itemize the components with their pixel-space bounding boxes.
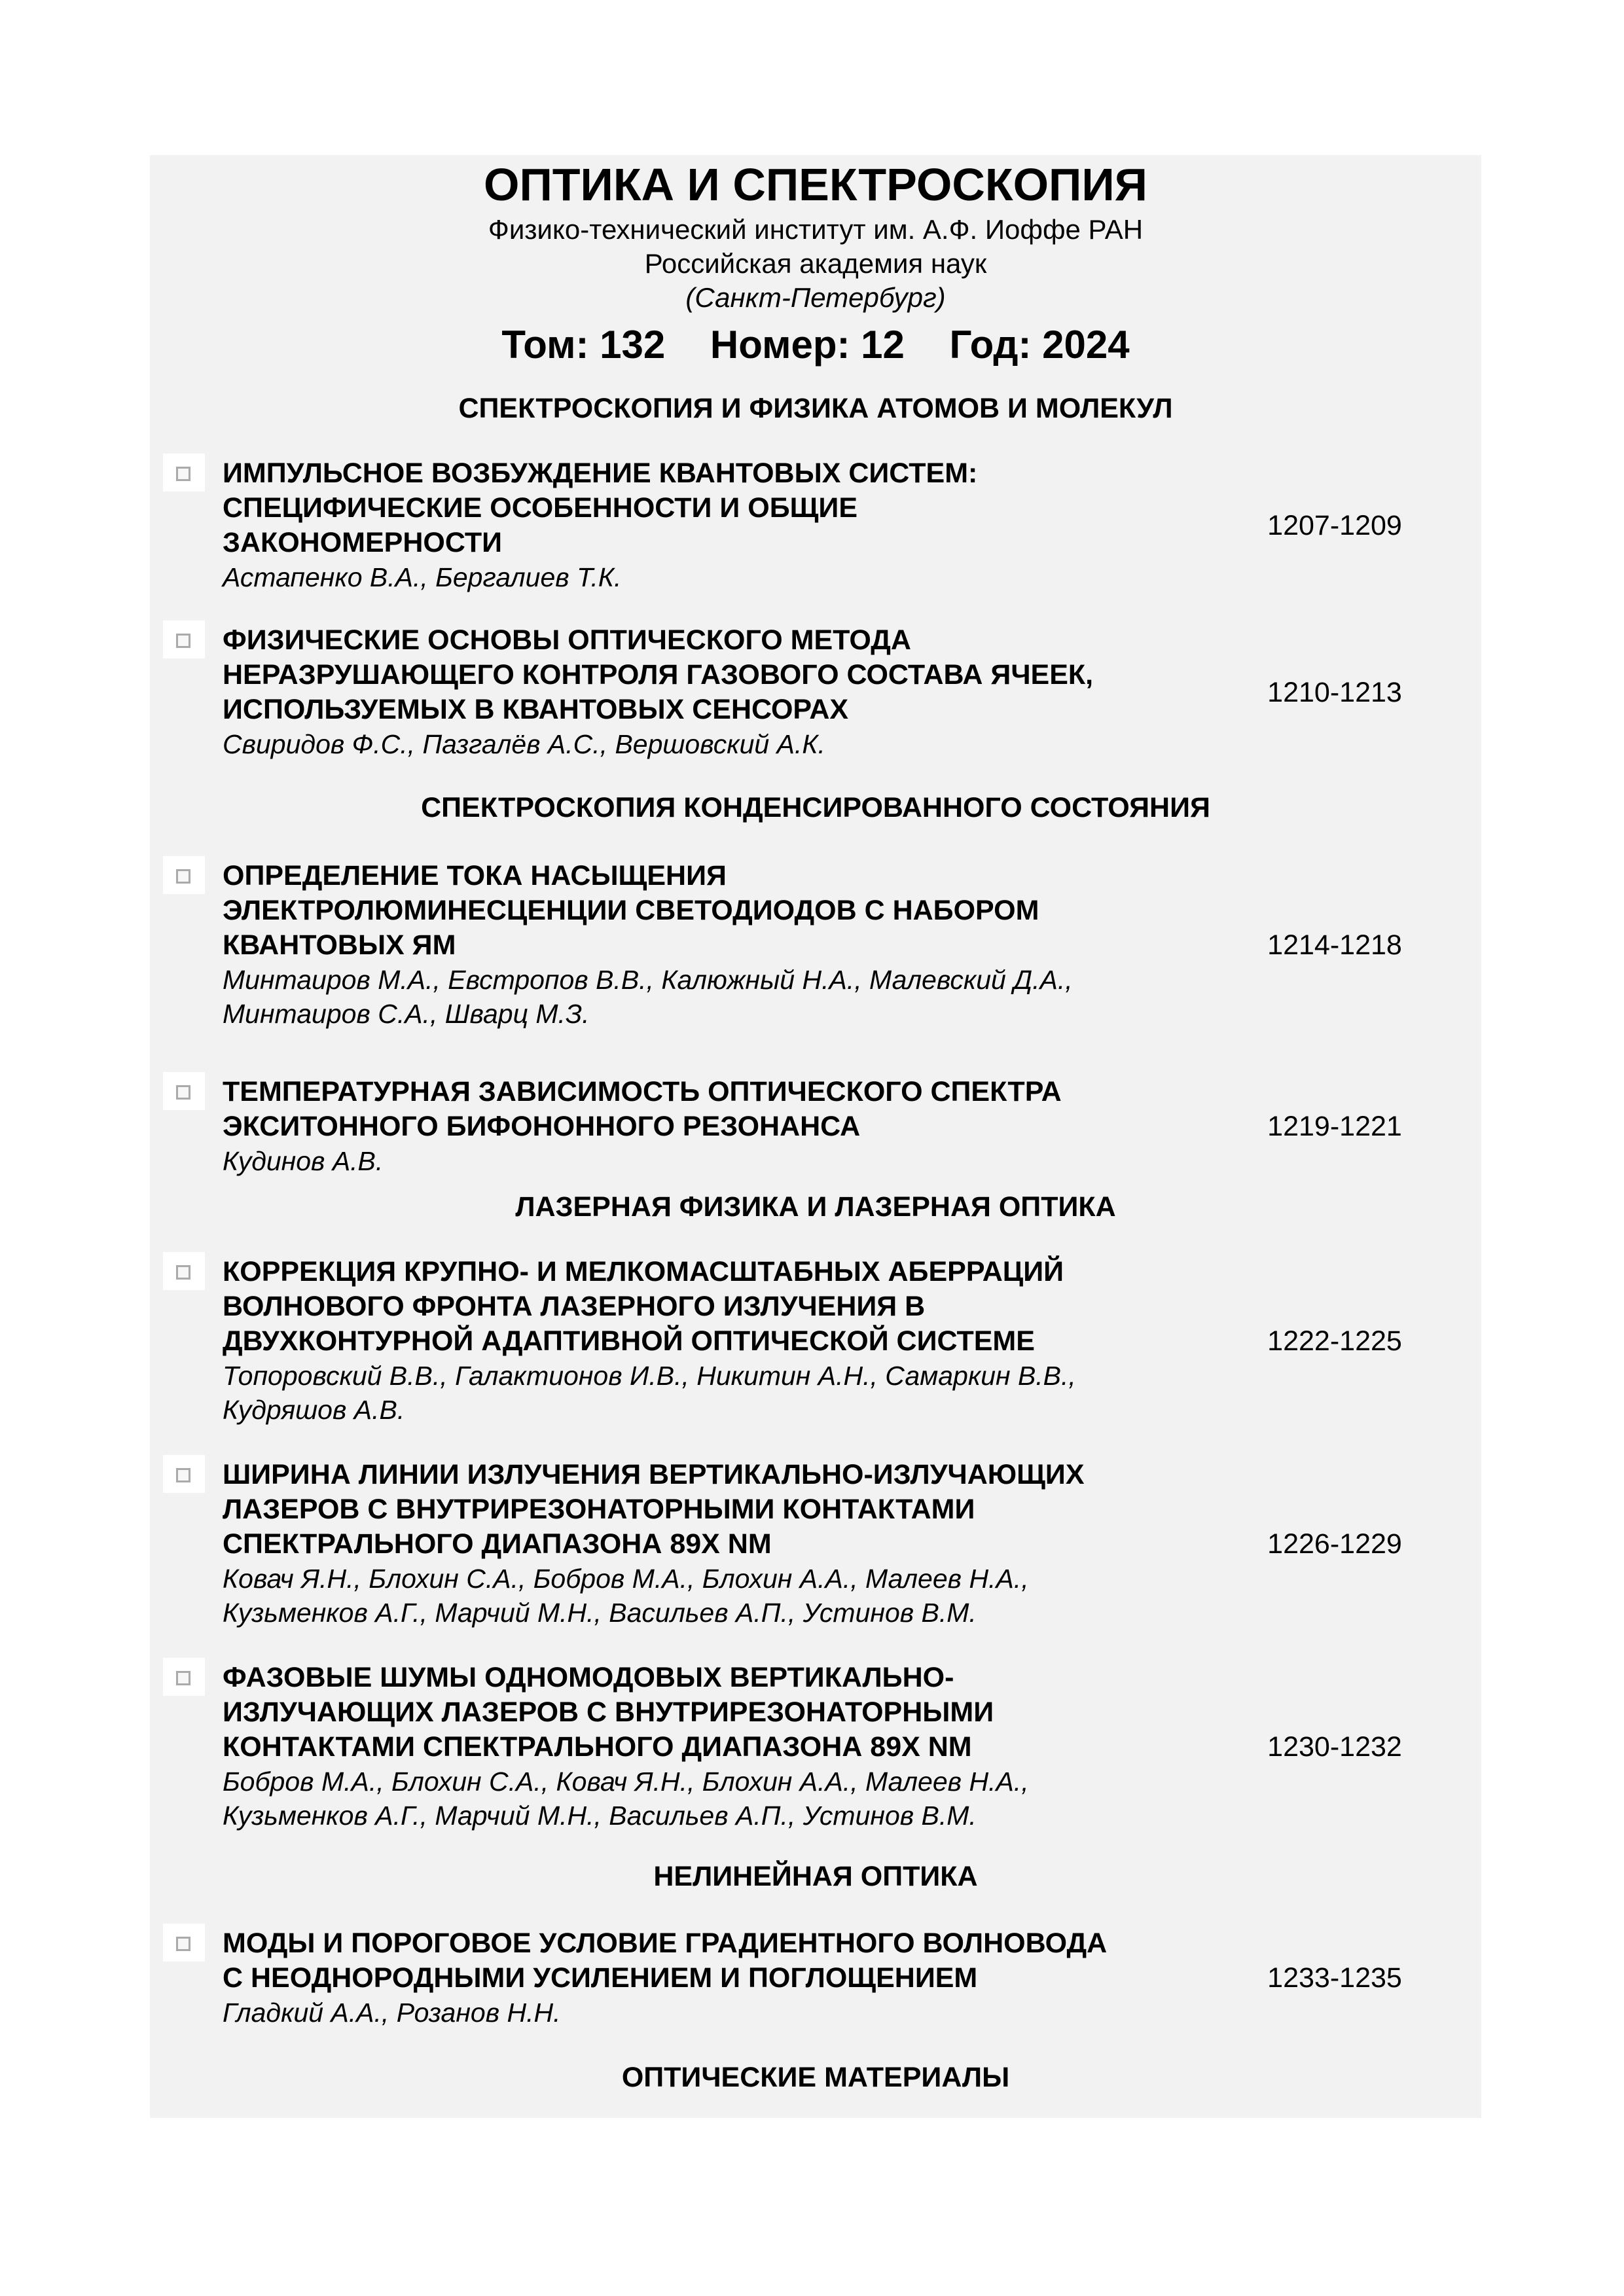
article-authors: Гладкий А.А., Розанов Н.Н.	[223, 1998, 561, 2028]
article-authors: Кудряшов А.В.	[223, 1395, 405, 1425]
article-authors: Топоровский В.В., Галактионов И.В., Никитин А.Н., Самаркин В.В.,	[223, 1361, 1076, 1391]
article-title-line[interactable]: ИСПОЛЬЗУЕМЫХ В КВАНТОВЫХ СЕНСОРАХ	[223, 694, 849, 725]
select-checkbox[interactable]	[163, 1072, 205, 1110]
select-checkbox[interactable]	[163, 856, 205, 894]
select-checkbox[interactable]	[163, 1658, 205, 1696]
article-authors: Кудинов А.В.	[223, 1146, 384, 1176]
article-title-line[interactable]: НЕРАЗРУШАЮЩЕГО КОНТРОЛЯ ГАЗОВОГО СОСТАВА ЯЧЕЕК,	[223, 659, 1094, 691]
academy-name: Российская академия наук	[644, 248, 987, 279]
article-pages: 1219-1221	[1267, 1111, 1402, 1142]
article-title-line[interactable]: С НЕОДНОРОДНЫМИ УСИЛЕНИЕМ И ПОГЛОЩЕНИЕМ	[223, 1962, 978, 1994]
article-title-line[interactable]: СПЕЦИФИЧЕСКИЕ ОСОБЕННОСТИ И ОБЩИЕ	[223, 492, 858, 524]
year-label: Год: 2024	[949, 323, 1130, 367]
issue-info	[150, 322, 1481, 368]
article-authors: Кузьменков А.Г., Марчий М.Н., Васильев А.П., Устинов В.М.	[223, 1801, 977, 1831]
section-heading: СПЕКТРОСКОПИЯ И ФИЗИКА АТОМОВ И МОЛЕКУЛ	[458, 393, 1173, 424]
article-title-line[interactable]: СПЕКТРАЛЬНОГО ДИАПАЗОНА 89X NM	[223, 1528, 772, 1560]
article-pages: 1207-1209	[1267, 510, 1402, 541]
article-title-line[interactable]: ФИЗИЧЕСКИЕ ОСНОВЫ ОПТИЧЕСКОГО МЕТОДА	[223, 624, 911, 656]
article-title-line[interactable]: ИЗЛУЧАЮЩИХ ЛАЗЕРОВ С ВНУТРИРЕЗОНАТОРНЫМИ	[223, 1696, 994, 1728]
checkbox-icon	[176, 1937, 190, 1951]
number-label: Номер: 12	[710, 323, 905, 367]
article-title-line[interactable]: ЗАКОНОМЕРНОСТИ	[223, 527, 503, 558]
section-heading: СПЕКТРОСКОПИЯ КОНДЕНСИРОВАННОГО СОСТОЯНИЯ	[421, 792, 1210, 823]
journal-title: ОПТИКА И СПЕКТРОСКОПИЯ	[484, 159, 1147, 210]
article-title-line[interactable]: ТЕМПЕРАТУРНАЯ ЗАВИСИМОСТЬ ОПТИЧЕСКОГО СПЕКТРА	[223, 1076, 1062, 1107]
article-title-line[interactable]: ЭКСИТОННОГО БИФОНОННОГО РЕЗОНАНСА	[223, 1111, 861, 1142]
checkbox-icon	[176, 1671, 190, 1685]
section-heading: НЕЛИНЕЙНАЯ ОПТИКА	[653, 1861, 978, 1892]
article-authors: Бобров М.А., Блохин С.А., Ковач Я.Н., Блохин А.А., Малеев Н.А.,	[223, 1767, 1029, 1797]
article-pages: 1222-1225	[1267, 1325, 1402, 1357]
select-checkbox[interactable]	[163, 1252, 205, 1290]
article-title-line[interactable]: ИМПУЛЬСНОЕ ВОЗБУЖДЕНИЕ КВАНТОВЫХ СИСТЕМ:	[223, 457, 978, 489]
checkbox-icon	[176, 1468, 190, 1482]
select-checkbox[interactable]	[163, 454, 205, 492]
checkbox-icon	[176, 634, 190, 648]
article-pages: 1233-1235	[1267, 1962, 1402, 1994]
checkbox-icon	[176, 1085, 190, 1100]
section-heading: ЛАЗЕРНАЯ ФИЗИКА И ЛАЗЕРНАЯ ОПТИКА	[515, 1191, 1116, 1223]
article-authors: Минтаиров М.А., Евстропов В.В., Калюжный Н.А., Малевский Д.А.,	[223, 965, 1073, 995]
article-authors: Минтаиров С.А., Шварц М.З.	[223, 999, 590, 1029]
article-title-line[interactable]: ОПРЕДЕЛЕНИЕ ТОКА НАСЫЩЕНИЯ	[223, 860, 727, 891]
article-title-line[interactable]: ЭЛЕКТРОЛЮМИНЕСЦЕНЦИИ СВЕТОДИОДОВ С НАБОРОМ	[223, 895, 1039, 926]
article-pages: 1226-1229	[1267, 1528, 1402, 1560]
article-pages: 1214-1218	[1267, 929, 1402, 961]
city-name: (Санкт-Петербург)	[685, 282, 946, 313]
checkbox-icon	[176, 1265, 190, 1280]
article-title-line[interactable]: ЛАЗЕРОВ С ВНУТРИРЕЗОНАТОРНЫМИ КОНТАКТАМИ	[223, 1494, 975, 1525]
article-pages: 1230-1232	[1267, 1731, 1402, 1763]
select-checkbox[interactable]	[163, 1924, 205, 1962]
volume-label: Том: 132	[501, 323, 666, 367]
article-title-line[interactable]: КОНТАКТАМИ СПЕКТРАЛЬНОГО ДИАПАЗОНА 89X NM	[223, 1731, 972, 1763]
article-title-line[interactable]: КВАНТОВЫХ ЯМ	[223, 929, 456, 961]
checkbox-icon	[176, 467, 190, 481]
article-title-line[interactable]: КОРРЕКЦИЯ КРУПНО- И МЕЛКОМАСШТАБНЫХ АБЕРРАЦИЙ	[223, 1256, 1064, 1287]
article-authors: Ковач Я.Н., Блохин С.А., Бобров М.А., Блохин А.А., Малеев Н.А.,	[223, 1564, 1029, 1594]
select-checkbox[interactable]	[163, 620, 205, 658]
article-title-line[interactable]: МОДЫ И ПОРОГОВОЕ УСЛОВИЕ ГРАДИЕНТНОГО ВОЛНОВОДА	[223, 1928, 1108, 1959]
article-authors: Свиридов Ф.С., Пазгалёв А.С., Вершовский А.К.	[223, 729, 825, 759]
article-title-line[interactable]: ФАЗОВЫЕ ШУМЫ ОДНОМОДОВЫХ ВЕРТИКАЛЬНО-	[223, 1662, 954, 1693]
article-title-line[interactable]: ДВУХКОНТУРНОЙ АДАПТИВНОЙ ОПТИЧЕСКОЙ СИСТЕМЕ	[223, 1325, 1035, 1357]
article-title-line[interactable]: ШИРИНА ЛИНИИ ИЗЛУЧЕНИЯ ВЕРТИКАЛЬНО-ИЗЛУЧАЮЩИХ	[223, 1459, 1085, 1490]
article-authors: Кузьменков А.Г., Марчий М.Н., Васильев А.П., Устинов В.М.	[223, 1598, 977, 1628]
select-checkbox[interactable]	[163, 1455, 205, 1493]
article-title-line[interactable]: ВОЛНОВОГО ФРОНТА ЛАЗЕРНОГО ИЗЛУЧЕНИЯ В	[223, 1291, 926, 1322]
institute-name: Физико-технический институт им. А.Ф. Иоффе РАН	[488, 214, 1144, 245]
checkbox-icon	[176, 869, 190, 884]
section-heading: ОПТИЧЕСКИЕ МАТЕРИАЛЫ	[621, 2062, 1010, 2093]
article-authors: Астапенко В.А., Бергалиев Т.К.	[223, 562, 622, 592]
contents-panel	[150, 155, 1481, 2118]
article-pages: 1210-1213	[1267, 677, 1402, 708]
